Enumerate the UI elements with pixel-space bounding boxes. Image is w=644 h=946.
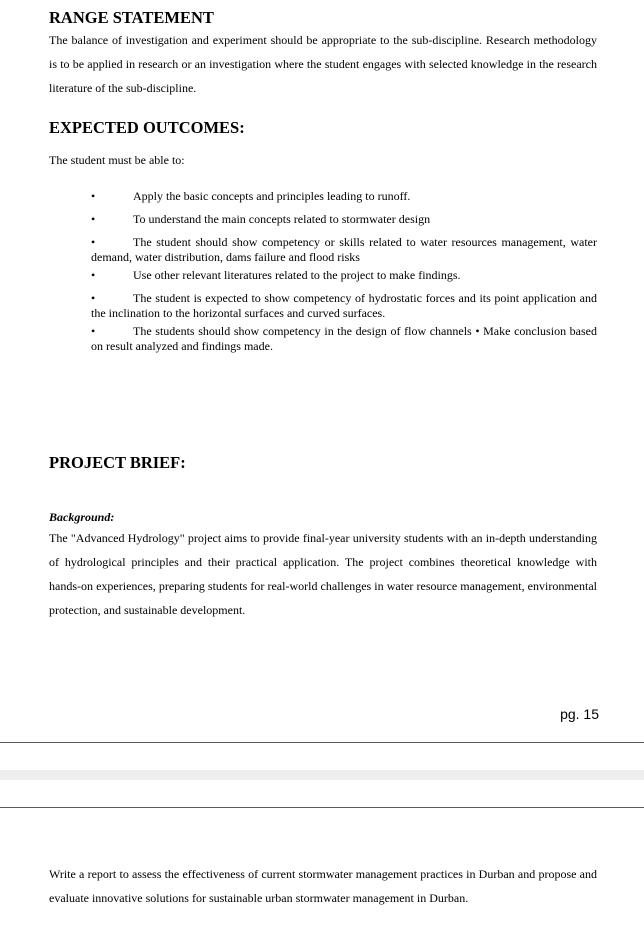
list-item-text: The students should show competency in the design of flow channels • Make conclusion based on result analyzed and findings made. <box>91 324 597 353</box>
list-item <box>91 291 597 321</box>
list-item-text: To understand the main concepts related to stormwater design <box>133 212 431 226</box>
list-item-text: Use other relevant literatures related to the project to make findings. <box>133 268 461 282</box>
page-header-divider <box>0 807 644 808</box>
expected-outcomes-heading: EXPECTED OUTCOMES: <box>49 118 245 137</box>
bullet-icon: • <box>91 235 96 249</box>
list-item-text: The student should show competency or skills related to water resources management, water demand, water distribution, dams failure and flood risks <box>91 235 597 264</box>
list-item <box>91 324 597 354</box>
expected-outcomes-intro: The student must be able to: <box>49 153 185 167</box>
page-break-divider <box>0 742 644 743</box>
expected-outcomes-list <box>91 189 597 357</box>
bullet-icon: • <box>91 268 96 282</box>
list-item <box>91 189 597 204</box>
bullet-icon: • <box>91 291 96 305</box>
bullet-icon: • <box>91 324 96 338</box>
background-label: Background: <box>49 510 115 524</box>
list-item <box>91 212 597 227</box>
page-number: pg. 15 <box>560 706 599 722</box>
range-statement-heading: RANGE STATEMENT <box>49 8 214 27</box>
page-gap <box>0 770 644 780</box>
assignment-text: Write a report to assess the effectiveness of current stormwater management practices in Durban and propose and evaluate innovative solutions for sustainable urban stormwater management in Durban. <box>49 867 597 905</box>
list-item <box>91 268 597 283</box>
list-item-text: The student is expected to show competency of hydrostatic forces and its point application and the inclination to the horizontal surfaces and curved surfaces. <box>91 291 597 320</box>
list-item-text: Apply the basic concepts and principles leading to runoff. <box>133 189 411 203</box>
project-brief-heading: PROJECT BRIEF: <box>49 453 186 472</box>
bullet-icon: • <box>91 189 96 203</box>
list-item <box>91 235 597 265</box>
background-text: The "Advanced Hydrology" project aims to provide final-year university students with an in-depth understanding of hydrological principles and their practical application. The project combines theoretical knowledge with hands-on experiences, preparing students for real-world challenges in water resource management, environmental protection, and sustainable development. <box>49 531 597 617</box>
range-statement-text: The balance of investigation and experiment should be appropriate to the sub-discipline. Research methodology is to be applied in research or an investigation where the student engages with selected knowledge in the research literature of the sub-discipline. <box>49 33 597 95</box>
bullet-icon: • <box>91 212 96 226</box>
